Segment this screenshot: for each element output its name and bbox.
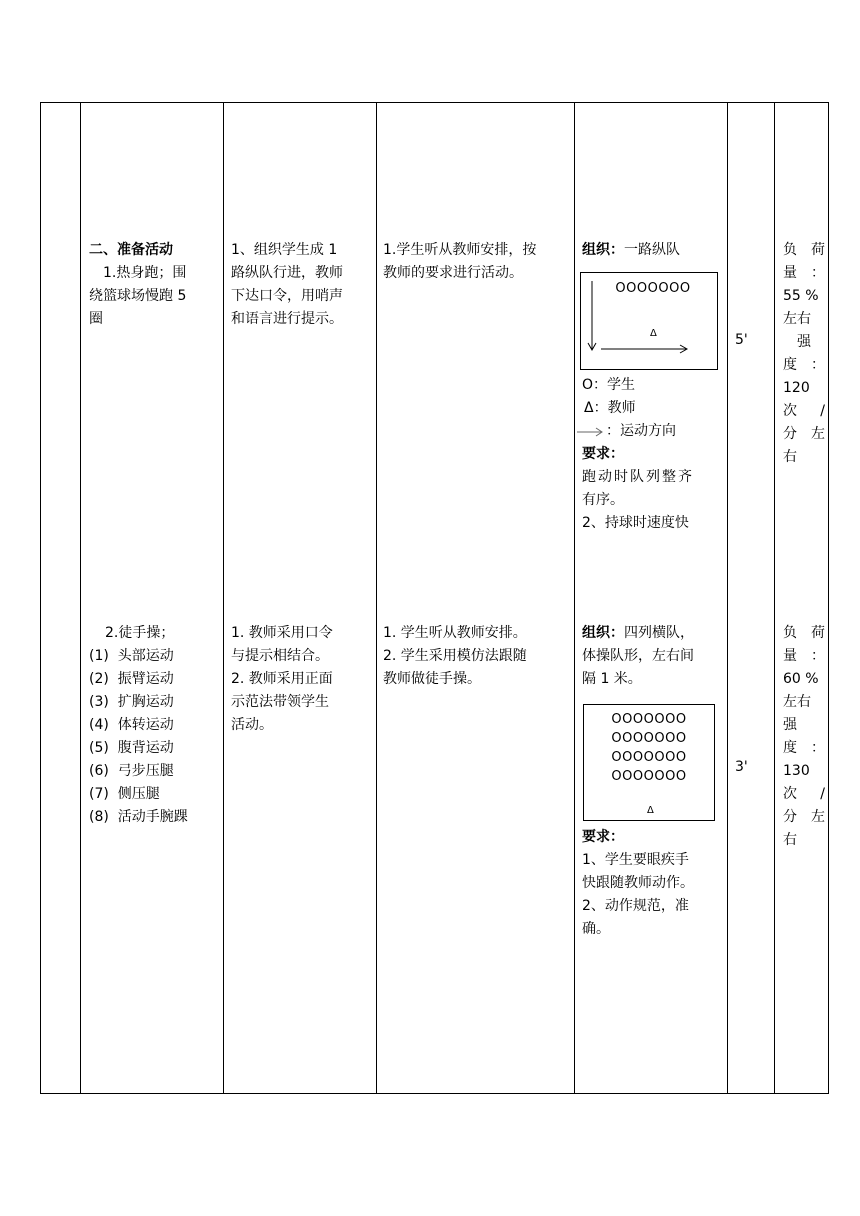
load-line: 负 荷 (783, 625, 825, 641)
column-divider (727, 103, 728, 1093)
org-label: 组织： (582, 242, 624, 258)
load-line: 分 左 (783, 809, 825, 825)
teacher-line: 活动。 (231, 717, 273, 733)
student-line: 2. 学生采用模仿法跟随 (383, 648, 527, 664)
section1-student (383, 239, 571, 285)
load-line: 量 ： (783, 265, 825, 281)
student-row: OOOOOOO (611, 712, 687, 727)
content-line: (5) 腹背运动 (89, 740, 174, 756)
student-line: 教师的要求进行活动。 (383, 265, 523, 281)
content-line: 绕篮球场慢跑 5 (89, 288, 187, 304)
student-line: 教师做徒手操。 (383, 671, 481, 687)
section2-content (89, 622, 221, 829)
arrow-icon (576, 427, 606, 437)
section2-student (383, 622, 571, 691)
content-line: 圈 (89, 311, 103, 327)
section2-load (783, 622, 825, 852)
org-value: 一路纵队 (624, 242, 680, 258)
requirement-line: 快跟随教师动作。 (582, 875, 694, 891)
org-value: 四列横队， (624, 625, 694, 641)
load-line: 强 (783, 717, 797, 733)
student-row: OOOOOOO (611, 750, 687, 765)
student-line: 1. 学生听从教师安排。 (383, 625, 527, 641)
content-line: (8) 活动手腕踝 (89, 809, 188, 825)
content-line: 2.徒手操； (105, 625, 175, 641)
load-line: 左右 (783, 694, 811, 710)
teacher-line: 和语言进行提示。 (231, 311, 343, 327)
load-line: 次 / (783, 403, 825, 419)
column-divider (376, 103, 377, 1093)
load-line: 60 % (783, 671, 819, 687)
load-line: 120 (783, 380, 810, 396)
duration: 5' (735, 332, 748, 348)
section2-requirements (582, 826, 724, 941)
section1-organization (582, 239, 724, 262)
teacher-line: 与提示相结合。 (231, 648, 329, 664)
load-line: 分 左 (783, 426, 825, 442)
section-heading: 二、准备活动 (89, 242, 173, 258)
load-line: 右 (783, 832, 797, 848)
duration: 3' (735, 759, 748, 775)
load-line: 负 荷 (783, 242, 825, 258)
load-line: 强 (797, 334, 811, 350)
load-line: 次 / (783, 786, 825, 802)
load-line: 右 (783, 449, 797, 465)
load-line: 度 ： (783, 357, 825, 373)
requirement-label: 要求： (582, 829, 624, 845)
teacher-line: 1. 教师采用口令 (231, 625, 333, 641)
org-line: 体操队形，左右间 (582, 648, 694, 664)
student-line: 1.学生听从教师安排，按 (383, 242, 537, 258)
student-row: OOOOOOO (615, 281, 691, 296)
section1-legend (582, 374, 724, 535)
load-line: 55 % (783, 288, 819, 304)
section1-teacher (231, 239, 373, 331)
section1-content (89, 239, 221, 331)
section1-load (783, 239, 825, 469)
content-line: (4) 体转运动 (89, 717, 174, 733)
legend-teacher: Δ：教师 (584, 400, 636, 416)
teacher-line: 下达口令，用哨声 (231, 288, 343, 304)
content-line: (6) 弓步压腿 (89, 763, 174, 779)
requirement-label: 要求： (582, 446, 624, 462)
column-divider (574, 103, 575, 1093)
teacher-line: 示范法带领学生 (231, 694, 329, 710)
load-line: 左右 (783, 311, 811, 327)
legend-direction: ：运动方向 (606, 423, 676, 439)
teacher-line: 2. 教师采用正面 (231, 671, 333, 687)
load-line: 130 (783, 763, 810, 779)
legend-student: O：学生 (582, 377, 636, 393)
teacher-line: 路纵队行进，教师 (231, 265, 343, 281)
teacher-marker: Δ (650, 328, 657, 339)
load-line: 度 ： (783, 740, 825, 756)
content-line: (3) 扩胸运动 (89, 694, 174, 710)
content-line: (1) 头部运动 (89, 648, 174, 664)
formation-diagram-rows (583, 704, 715, 821)
org-line: 隔 1 米。 (582, 671, 642, 687)
requirement-line: 跑动时队列整齐 (582, 469, 694, 485)
teacher-marker: Δ (647, 805, 654, 816)
org-label: 组织： (582, 625, 624, 641)
requirement-line: 有序。 (582, 492, 624, 508)
requirement-line: 确。 (582, 921, 610, 937)
column-divider (774, 103, 775, 1093)
section2-teacher (231, 622, 373, 737)
section2-organization (582, 622, 724, 691)
student-row: OOOOOOO (611, 731, 687, 746)
content-line: 1.热身跑；围 (103, 265, 187, 281)
content-line: (7) 侧压腿 (89, 786, 160, 802)
column-divider (223, 103, 224, 1093)
student-row: OOOOOOO (611, 769, 687, 784)
requirement-line: 2、动作规范，准 (582, 898, 689, 914)
formation-diagram-column (580, 272, 718, 370)
direction-arrows-icon (581, 273, 717, 369)
content-line: (2) 振臂运动 (89, 671, 174, 687)
column-divider (80, 103, 81, 1093)
requirement-line: 1、学生要眼疾手 (582, 852, 689, 868)
load-line: 量 ： (783, 648, 825, 664)
teacher-line: 1、组织学生成 1 (231, 242, 338, 258)
requirement-line: 2、持球时速度快 (582, 515, 689, 531)
